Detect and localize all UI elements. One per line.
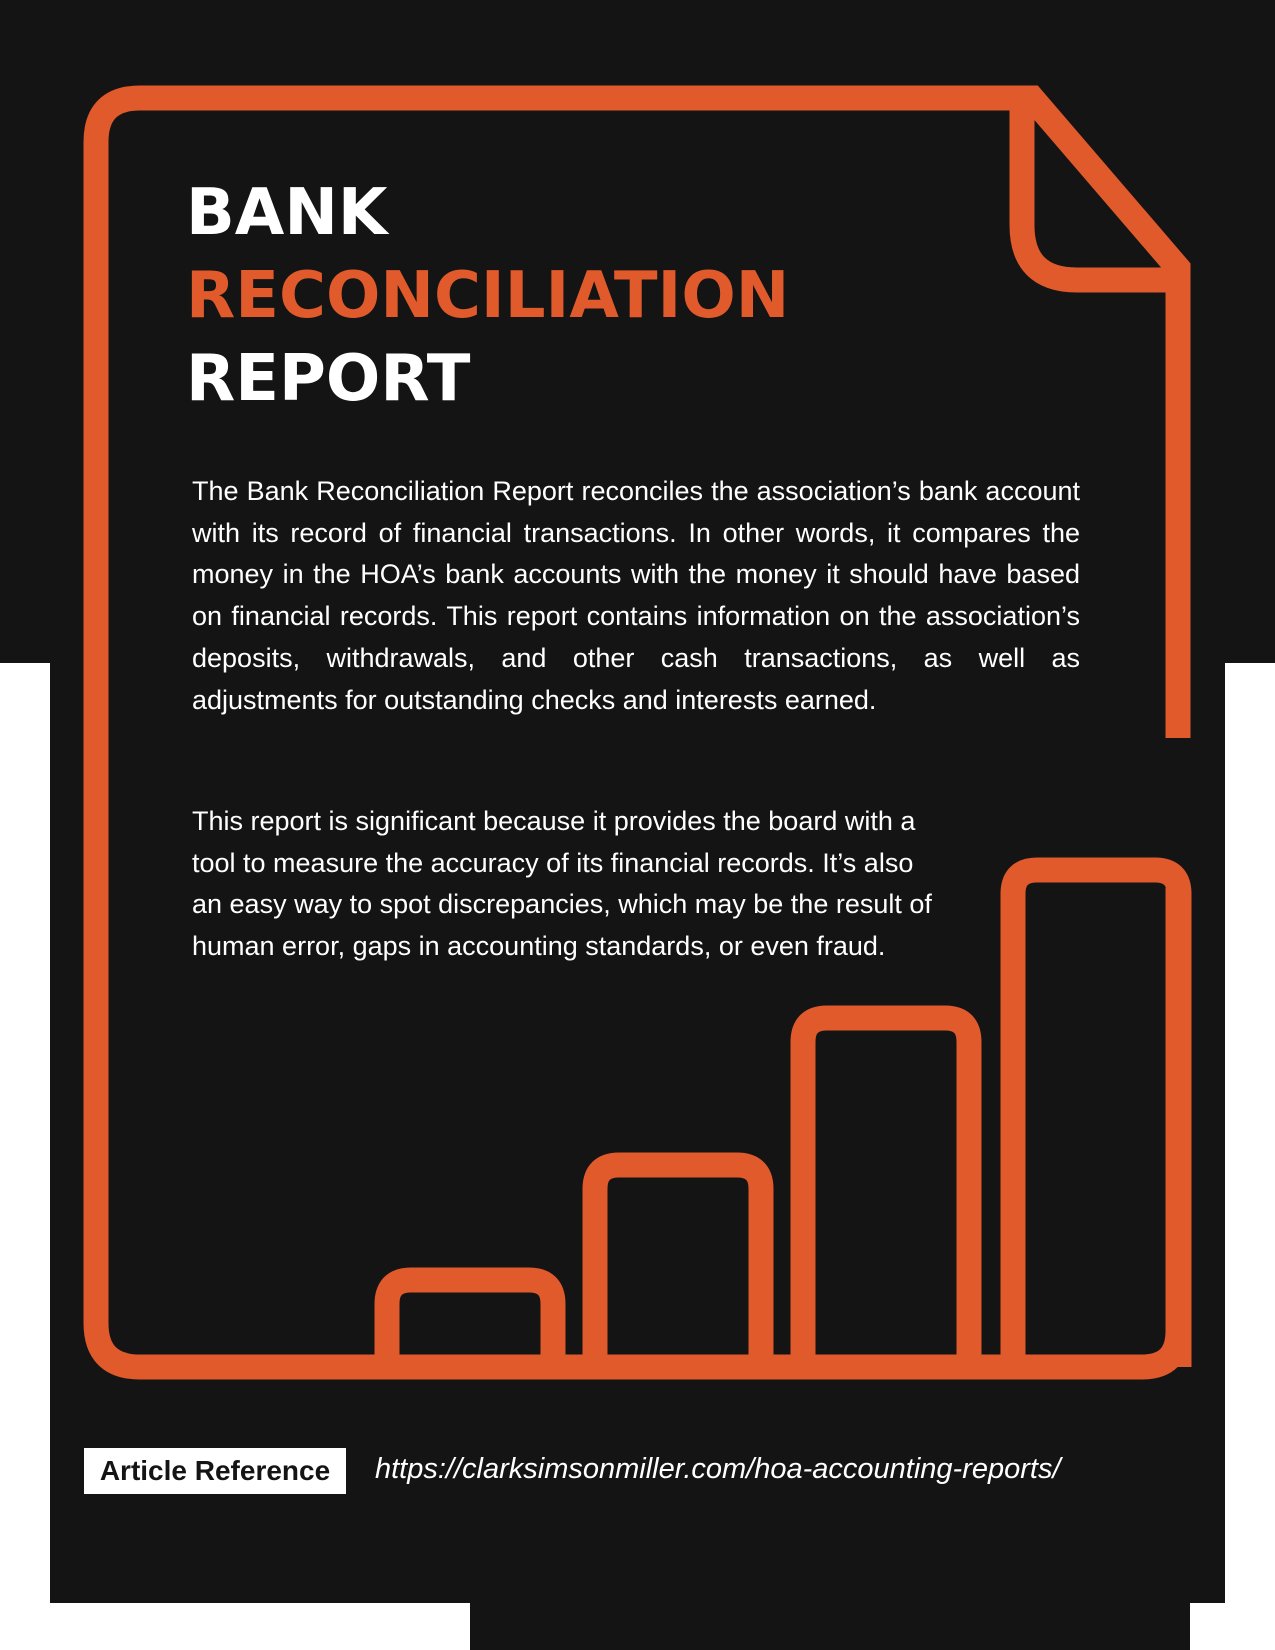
title-line-bank: BANK xyxy=(186,176,388,250)
intro-paragraph: The Bank Reconciliation Report reconciles the association’s bank account with its record of financial transactions. In other words, it compares the money in the HOA’s bank accounts with the money it should have based on financial records. This report contains information on the association’s deposits, withdrawals, and other cash transactions, as well as adjustments for outstanding checks and interests earned. xyxy=(192,476,1080,715)
chart-bar-2 xyxy=(595,1165,761,1367)
chart-bar-1 xyxy=(387,1280,553,1367)
title-line-reconciliation: RECONCILIATION xyxy=(186,259,790,333)
page-title xyxy=(186,172,789,421)
chart-bar-4 xyxy=(1013,870,1179,1367)
article-reference-label: Article Reference xyxy=(84,1448,346,1494)
title-line-report: REPORT xyxy=(186,342,471,416)
significance-paragraph: This report is significant because it provides the board with a tool to measure the accuracy of its financial records. It’s also an easy way to spot discrepancies, which may be the result of human error, gaps in accounting standards, or even fraud. xyxy=(192,806,932,962)
article-reference-link[interactable]: https://clarksimsonmiller.com/hoa-accounting-reports/ xyxy=(375,1453,1061,1485)
chart-bar-3 xyxy=(803,1018,969,1367)
